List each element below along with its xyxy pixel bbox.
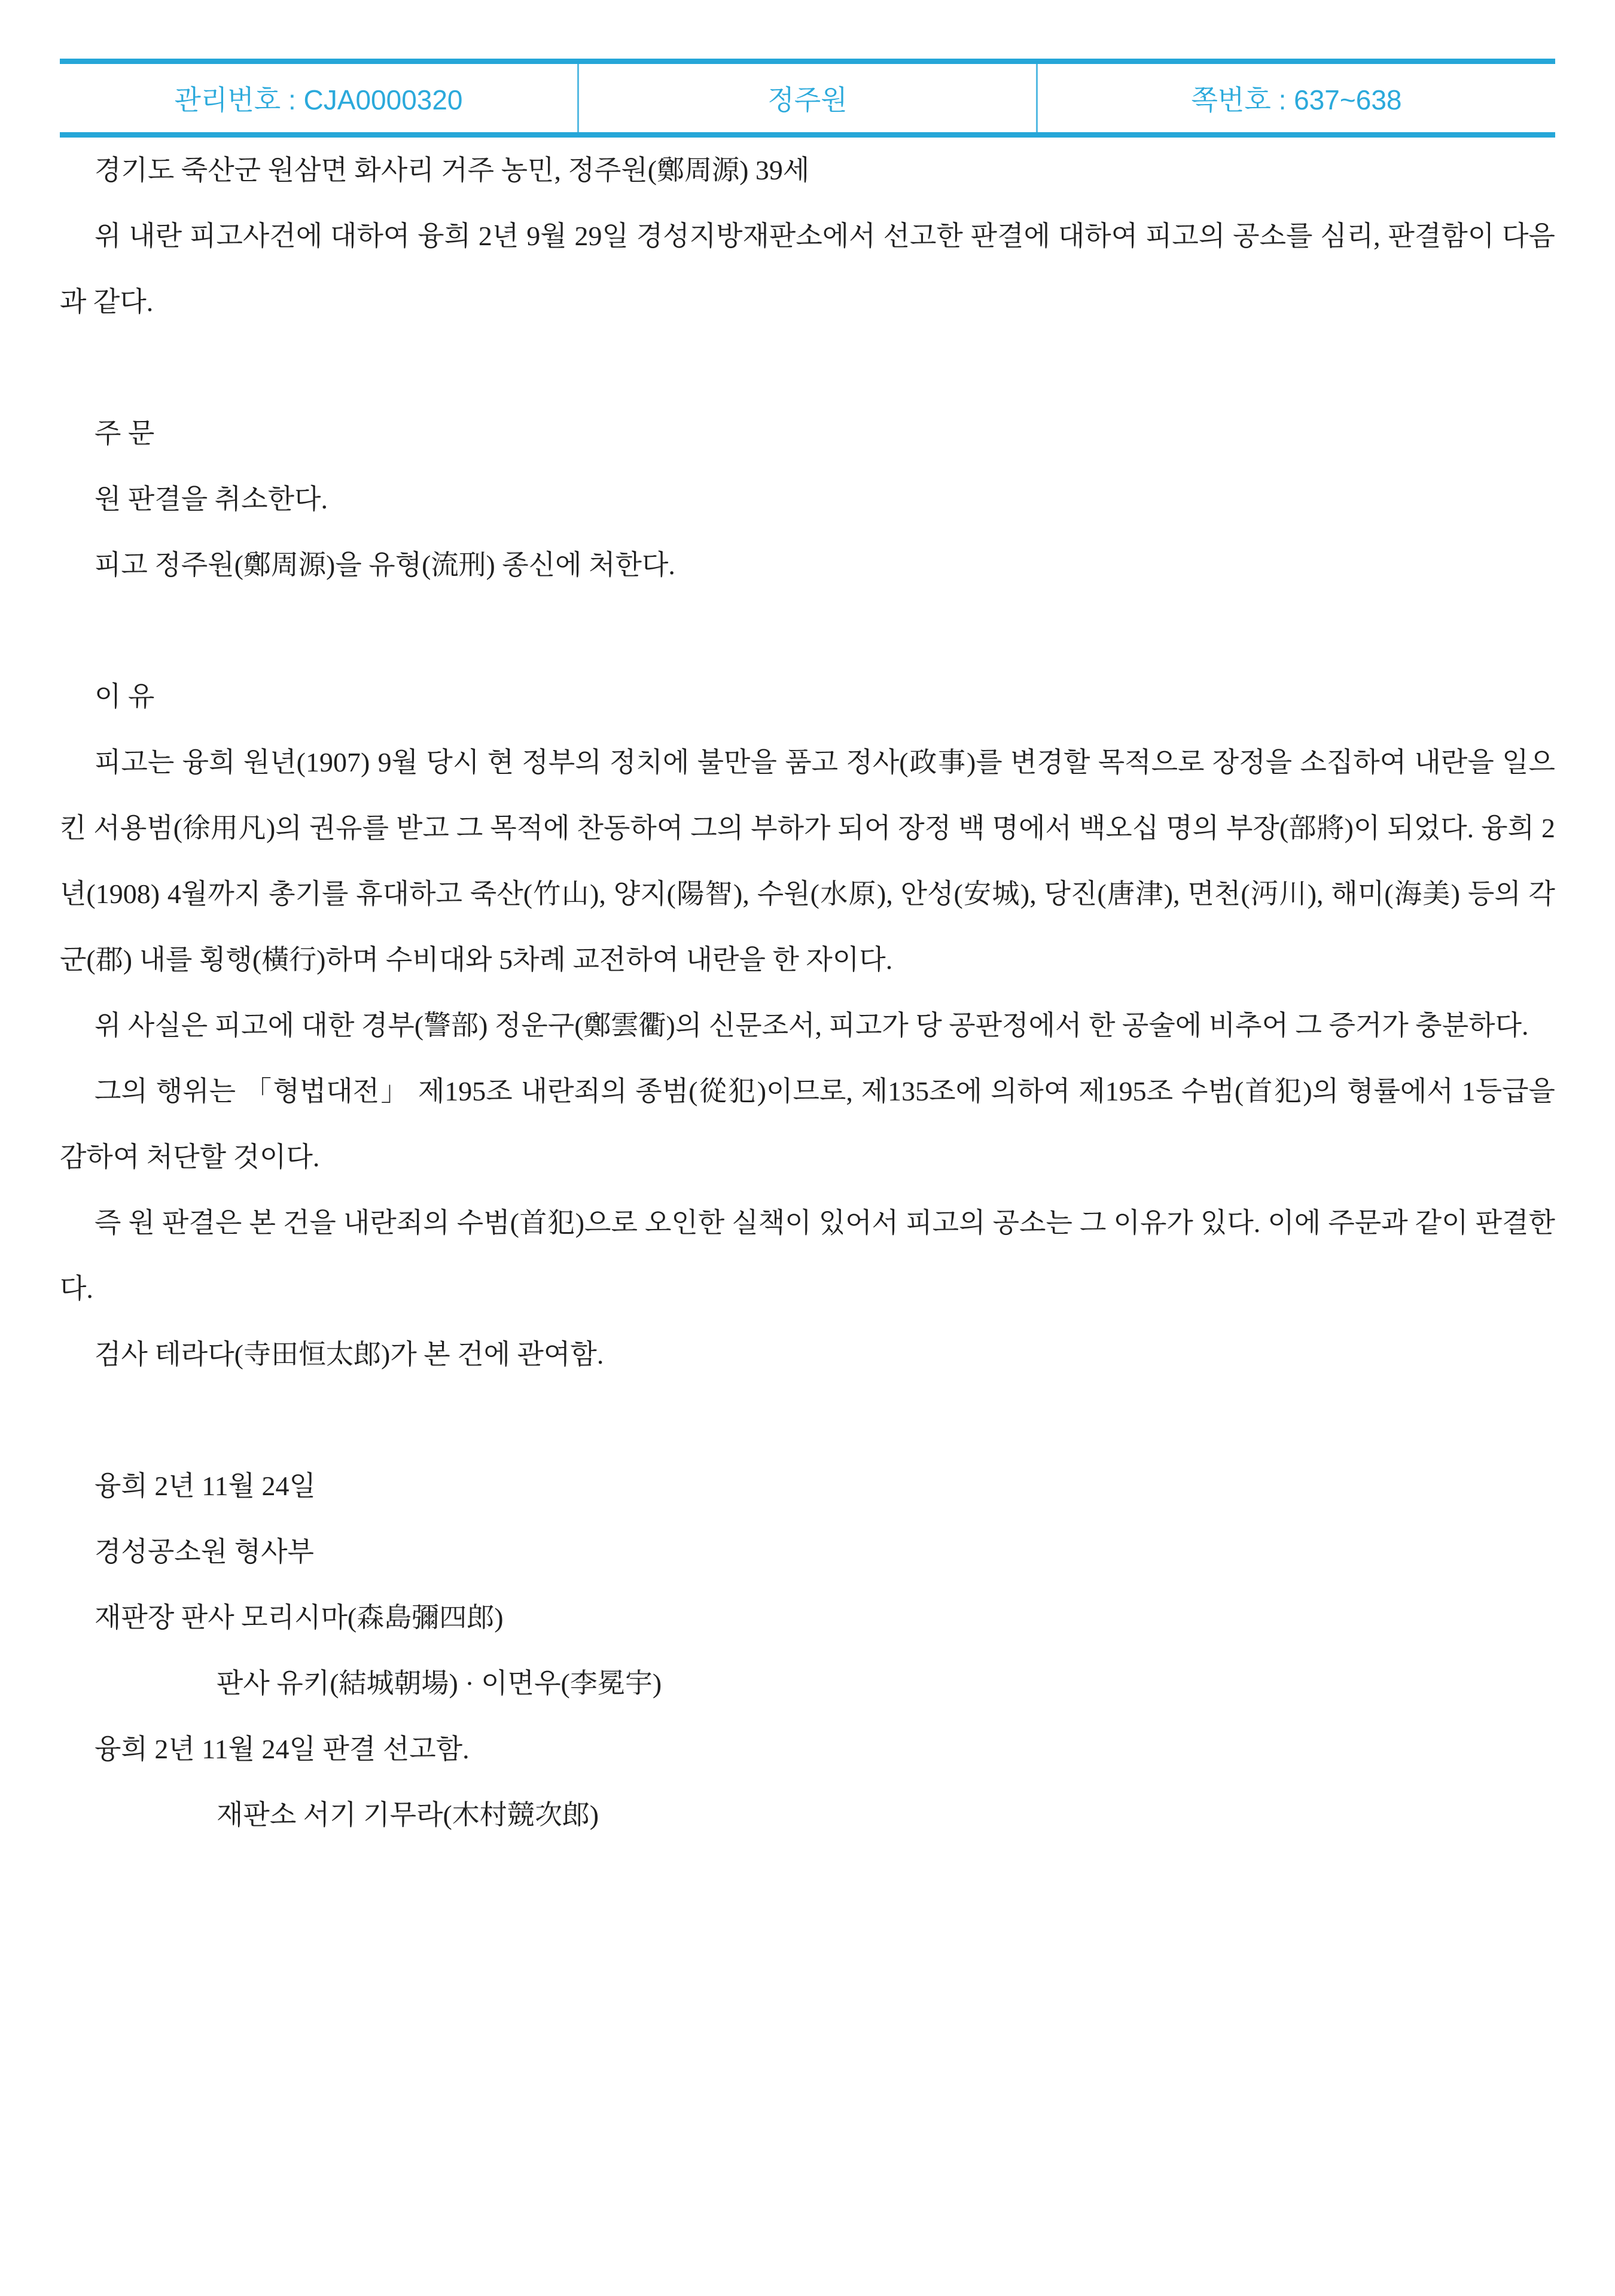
clerk-line: 재판소 서기 기무라(木村競次郎) bbox=[217, 1800, 599, 1830]
reason-paragraph-1: 피고는 융희 원년(1907) 9월 당시 현 정부의 정치에 불만을 품고 정사(政事)를 변경할 목적으로 장정을 소집하여 내란을 일으킨 서용범(徐用凡)의 권유를 받고 그 목적에 찬동하여 그의 부하가 되어 장정 백 명에서 백오십 명의 부장(部將)이 되었다. 융희 2년(1908) 4월까지 총기를 휴대하고 죽산(竹山), 양지(陽智), 수원(水原), 안성(安城), 당진(唐津), 면천(沔川), 해미(海美) 등의 각 군(郡) 내를 횡행(橫行)하며 수비대와 5차례 교전하여 내란을 한 자이다. bbox=[60, 747, 1555, 975]
disposition-line-1: 원 판결을 취소한다. bbox=[95, 484, 328, 514]
disposition-line-2: 피고 정주원(鄭周源)을 유형(流刑) 종신에 처한다. bbox=[95, 550, 675, 580]
subject-name-text: 정주원 bbox=[767, 84, 848, 115]
disposition-heading: 주 문 bbox=[95, 418, 155, 449]
reason-paragraph-4: 즉 원 판결은 본 건을 내란죄의 수범(首犯)으로 오인한 실책이 있어서 피고의 공소는 그 이유가 있다. 이에 주문과 같이 판결한다. bbox=[60, 1208, 1555, 1304]
preamble-paragraph: 위 내란 피고사건에 대하여 융희 2년 9월 29일 경성지방재판소에서 선고한 판결에 대하여 피고의 공소를 심리, 판결함이 다음과 같다. bbox=[60, 221, 1555, 317]
reason-heading: 이 유 bbox=[95, 681, 155, 712]
defendant-intro-line: 경기도 죽산군 원삼면 화사리 거주 농민, 정주원(鄭周源) 39세 bbox=[95, 155, 810, 185]
management-number-text: 관리번호 : CJA0000320 bbox=[174, 84, 463, 115]
closing-section bbox=[60, 1453, 1555, 1848]
reason-section bbox=[60, 664, 1555, 1388]
page-number-cell bbox=[1038, 64, 1555, 132]
judgment-text bbox=[60, 138, 1555, 1848]
reason-paragraph-3: 그의 행위는 「형법대전」 제195조 내란죄의 종범(從犯)이므로, 제135조에 의하여 제195조 수범(首犯)의 형률에서 1등급을 감하여 처단할 것이다. bbox=[60, 1076, 1555, 1172]
subject-name-cell bbox=[577, 64, 1038, 132]
disposition-section bbox=[60, 401, 1555, 598]
reason-paragraph-2: 위 사실은 피고에 대한 경부(警部) 정운구(鄭雲衢)의 신문조서, 피고가 당 공판정에서 한 공술에 비추어 그 증거가 충분하다. bbox=[95, 1010, 1529, 1041]
presiding-judge-line: 재판장 판사 모리시마(森島彌四郎) bbox=[95, 1602, 504, 1633]
prosecutor-line: 검사 테라다(寺田恒太郎)가 본 건에 관여함. bbox=[95, 1339, 604, 1370]
closing-court-line: 경성공소원 형사부 bbox=[95, 1536, 314, 1567]
closing-date-line: 융희 2년 11월 24일 bbox=[95, 1471, 316, 1501]
management-number-cell bbox=[60, 64, 577, 132]
page-number-text: 쪽번호 : 637~638 bbox=[1191, 84, 1402, 115]
doc-header-table bbox=[60, 59, 1555, 138]
pronouncement-line: 융희 2년 11월 24일 판결 선고함. bbox=[95, 1734, 470, 1764]
associate-judges-line: 판사 유키(結城朝場) · 이면우(李冕宇) bbox=[217, 1668, 662, 1699]
